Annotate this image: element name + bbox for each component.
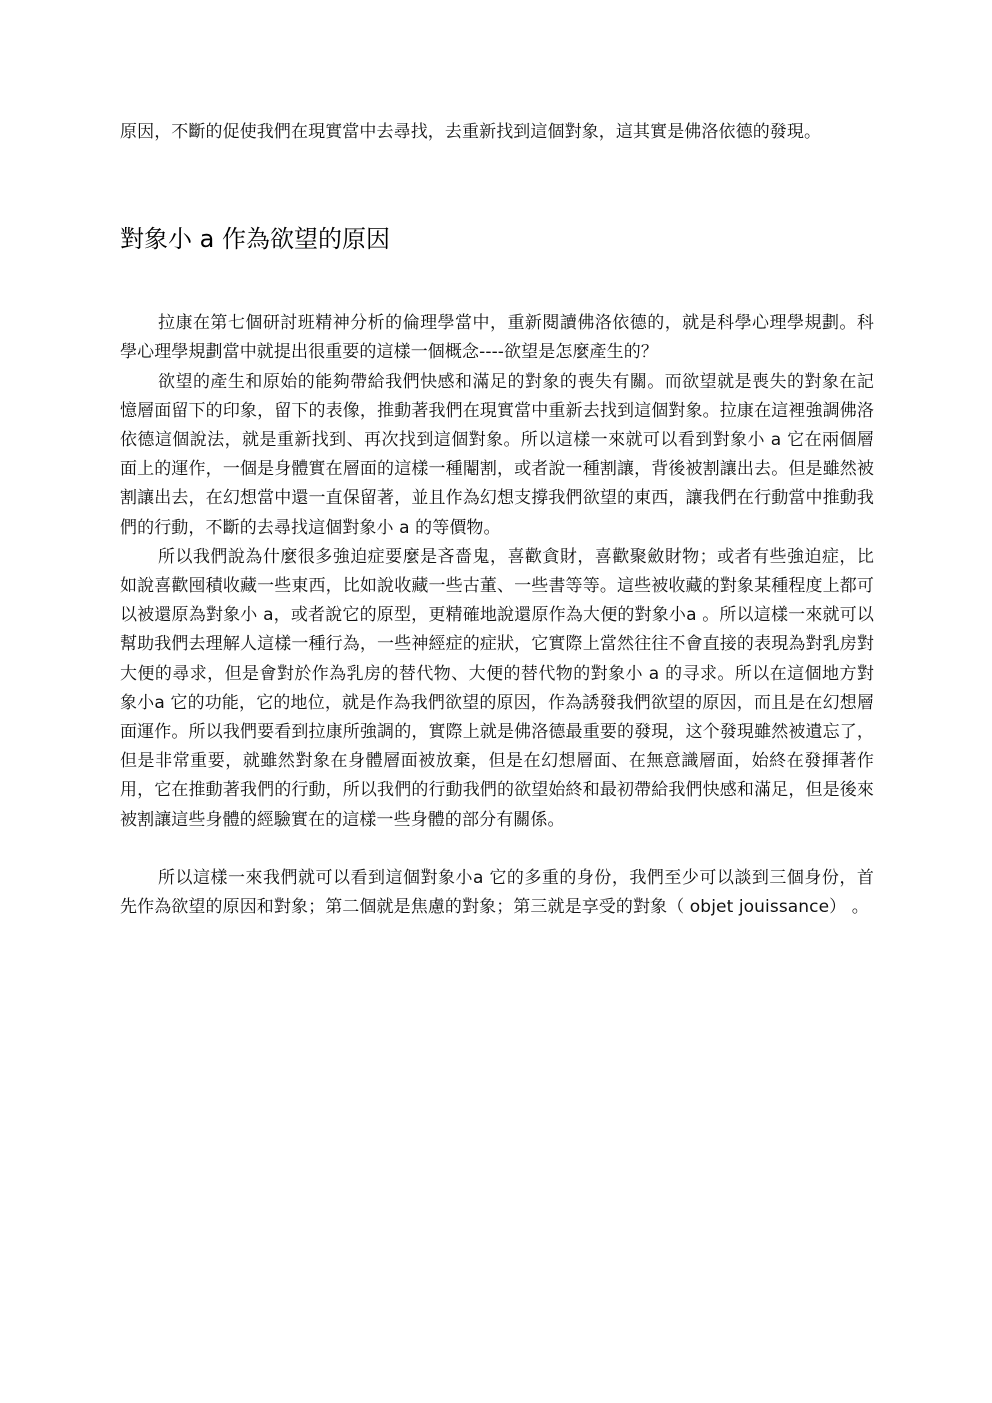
body-paragraph-2: 欲望的產生和原始的能夠帶給我們快感和滿足的對象的喪失有關。而欲望就是喪失的對象在記憶層面留下的印象，留下的表像，推動著我們在現實當中重新去找到這個對象。拉康在這裡強調佛洛依德這個說法，就是重新找到、再次找到這個對象。所以這樣一來就可以看到對象小 a 它在兩個層面上的運作，一個是身體實在層面的這樣一種閹割，或者說一種割讓，背後被割讓出去。但是雖然被割讓出去，在幻想當中還一直保留著，並且作為幻想支撐我們欲望的東西，讓我們在行動當中推動我們的行動，不斷的去尋找這個對象小 a 的等價物。	[120, 371, 874, 538]
section-heading: 對象小 a 作為欲望的原因	[120, 225, 390, 254]
document-body	[120, 118, 874, 922]
intro-paragraph: 原因，不斷的促使我們在現實當中去尋找，去重新找到這個對象，這其實是佛洛依德的發現。	[120, 122, 822, 142]
body-paragraph-1: 拉康在第七個研討班精神分析的倫理學當中，重新閱讀佛洛依德的，就是科學心理學規劃。科學心理學規劃當中就提出很重要的這樣一個概念----欲望是怎麼產生的？	[120, 313, 874, 363]
spacer	[120, 835, 874, 864]
closing-paragraph: 所以這樣一來我們就可以看到這個對象小a 它的多重的身份，我們至少可以談到三個身份，首先作為欲望的原因和對象；第二個就是焦慮的對象；第三就是享受的對象（ objet jouissance） 。	[120, 867, 874, 918]
body-paragraph-3: 所以我們說為什麼很多強迫症要麼是吝嗇鬼，喜歡貪財，喜歡聚斂財物；或者有些強迫症，比如說喜歡囤積收藏一些東西，比如說收藏一些古董、一些書等等。這些被收藏的對象某種程度上都可以被還原為對象小 a，或者說它的原型，更精確地說還原作為大便的對象小a 。所以這樣一來就可以幫助我們去理解人這樣一種行為，一些神經症的症狀，它實際上當然往往不會直接的表現為對乳房對大便的尋求，但是會對於作為乳房的替代物、大便的替代物的對象小 a 的寻求。所以在這個地方對象小a 它的功能，它的地位，就是作為我們欲望的原因，作為誘發我們欲望的原因，而且是在幻想層面運作。所以我們要看到拉康所強調的，實際上就是佛洛德最重要的發現，这个發現雖然被遺忘了，但是非常重要，就雖然對象在身體層面被放棄，但是在幻想層面、在無意識層面，始終在發揮著作用，它在推動著我們的行動，所以我們的行動我們的欲望始終和最初帶給我們快感和滿足，但是後來被割讓這些身體的經驗實在的這樣一些身體的部分有關係。	[120, 546, 874, 830]
spacer	[120, 255, 874, 309]
